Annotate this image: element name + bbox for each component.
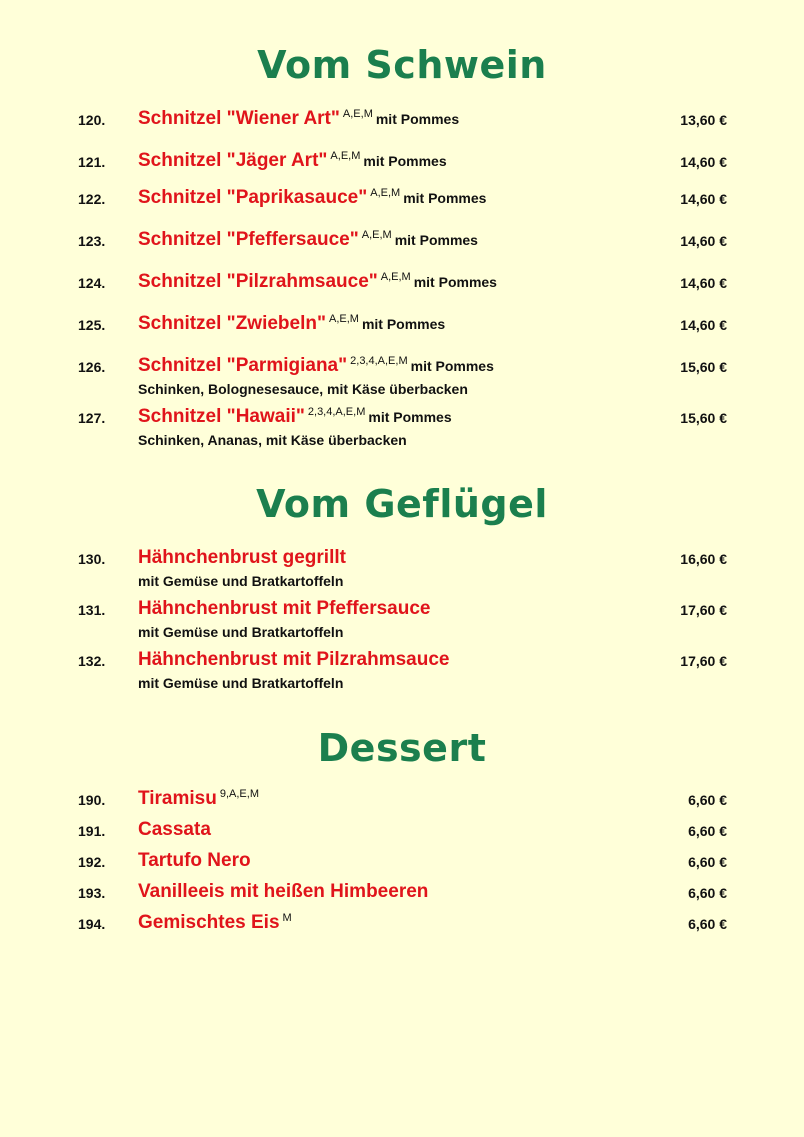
- item-name: Schnitzel "Wiener Art": [138, 108, 340, 129]
- item-number: 131.: [78, 602, 106, 618]
- item-price: 14,60 €: [680, 154, 727, 170]
- item-name: Hähnchenbrust gegrillt: [138, 547, 346, 568]
- item-description: Schinken, Ananas, mit Käse überbacken: [138, 432, 407, 448]
- item-number: 191.: [78, 823, 106, 839]
- item-price: 17,60 €: [680, 602, 727, 618]
- item-side: mit Pommes: [410, 358, 494, 374]
- item-description: mit Gemüse und Bratkartoffeln: [138, 624, 344, 640]
- item-price: 15,60 €: [680, 359, 727, 375]
- item-price: 14,60 €: [680, 233, 727, 249]
- item-side: mit Pommes: [403, 190, 487, 206]
- item-number: 123.: [78, 233, 106, 249]
- item-number: 130.: [78, 551, 106, 567]
- item-description: Schinken, Bolognesesauce, mit Käse überbacken: [138, 381, 468, 397]
- item-name: Gemischtes Eis: [138, 912, 280, 933]
- item-price: 13,60 €: [680, 112, 727, 128]
- section-title-dessert: Dessert: [317, 726, 487, 770]
- item-name: Schnitzel "Pilzrahmsauce": [138, 271, 378, 292]
- section-title-schwein: Vom Schwein: [257, 43, 547, 87]
- item-number: 121.: [78, 154, 106, 170]
- item-number: 194.: [78, 916, 106, 932]
- item-name: Cassata: [138, 819, 211, 840]
- item-allergens: A,E,M: [330, 150, 361, 162]
- item-number: 124.: [78, 275, 106, 291]
- item-price: 6,60 €: [688, 823, 727, 839]
- item-name: Schnitzel "Hawaii": [138, 406, 305, 427]
- item-price: 14,60 €: [680, 191, 727, 207]
- item-side: mit Pommes: [368, 409, 452, 425]
- item-price: 6,60 €: [688, 916, 727, 932]
- item-allergens: M: [282, 912, 292, 924]
- item-number: 126.: [78, 359, 106, 375]
- item-price: 6,60 €: [688, 885, 727, 901]
- item-name: Schnitzel "Pfeffersauce": [138, 229, 359, 250]
- item-number: 193.: [78, 885, 106, 901]
- item-name: Schnitzel "Zwiebeln": [138, 313, 326, 334]
- item-allergens: A,E,M: [329, 313, 359, 325]
- item-name: Schnitzel "Paprikasauce": [138, 187, 368, 208]
- item-side: mit Pommes: [394, 232, 478, 248]
- item-description: mit Gemüse und Bratkartoffeln: [138, 573, 344, 589]
- item-allergens: 9,A,E,M: [219, 788, 259, 800]
- item-number: 125.: [78, 317, 106, 333]
- item-allergens: A,E,M: [380, 271, 411, 283]
- item-description: mit Gemüse und Bratkartoffeln: [138, 675, 344, 691]
- item-side: mit Pommes: [413, 274, 497, 290]
- item-number: 120.: [78, 112, 106, 128]
- item-allergens: A,E,M: [342, 108, 373, 120]
- item-name: Schnitzel "Jäger Art": [138, 150, 328, 171]
- item-name: Tiramisu: [138, 788, 217, 809]
- item-price: 16,60 €: [680, 551, 727, 567]
- item-allergens: 2,3,4,A,E,M: [350, 355, 408, 367]
- item-price: 17,60 €: [680, 653, 727, 669]
- item-allergens: 2,3,4,A,E,M: [307, 406, 366, 418]
- item-side: mit Pommes: [375, 111, 460, 127]
- item-side: mit Pommes: [361, 316, 446, 332]
- item-price: 6,60 €: [688, 792, 727, 808]
- item-side: mit Pommes: [363, 153, 447, 169]
- item-allergens: A,E,M: [370, 187, 401, 199]
- item-name: Tartufo Nero: [138, 850, 251, 871]
- item-name: Vanilleeis mit heißen Himbeeren: [138, 881, 429, 902]
- item-number: 132.: [78, 653, 106, 669]
- item-price: 6,60 €: [688, 854, 727, 870]
- item-price: 14,60 €: [680, 275, 727, 291]
- item-name: Schnitzel "Parmigiana": [138, 355, 348, 376]
- item-number: 190.: [78, 792, 106, 808]
- item-name: Hähnchenbrust mit Pfeffersauce: [138, 598, 431, 619]
- item-allergens: A,E,M: [361, 229, 392, 241]
- item-number: 122.: [78, 191, 106, 207]
- section-title-gefluegel: Vom Geflügel: [256, 482, 548, 526]
- item-name: Hähnchenbrust mit Pilzrahmsauce: [138, 649, 450, 670]
- item-number: 127.: [78, 410, 106, 426]
- item-number: 192.: [78, 854, 106, 870]
- item-price: 15,60 €: [680, 410, 727, 426]
- item-price: 14,60 €: [680, 317, 727, 333]
